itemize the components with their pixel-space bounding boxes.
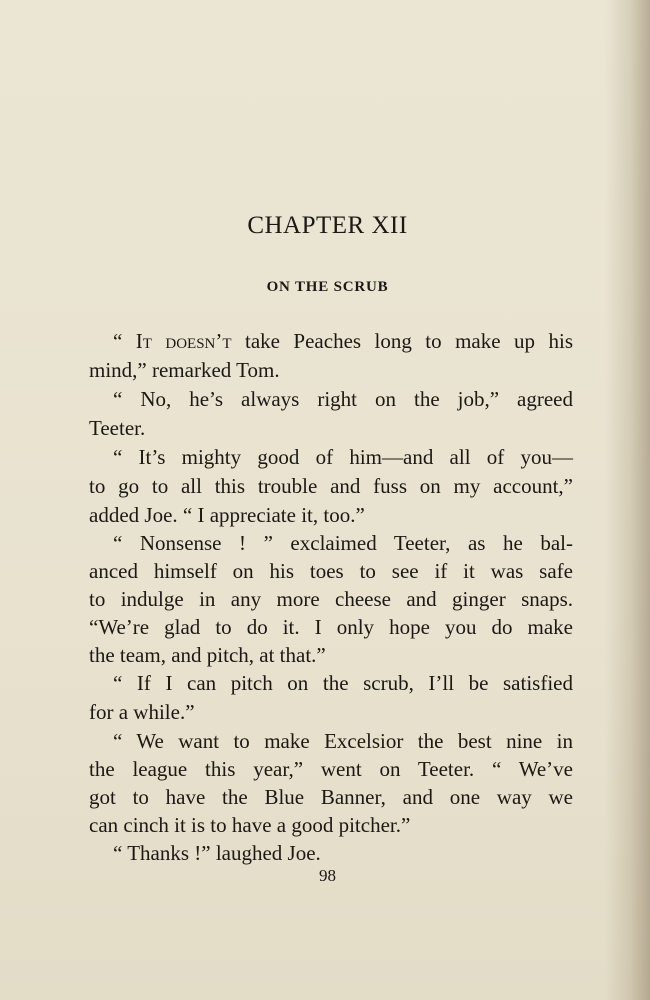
text-line: the league this year,” went on Teeter. “ We’ve: [89, 757, 573, 781]
text-line: “We’re glad to do it. I only hope you do make: [89, 615, 573, 639]
text-line: “ It’s mighty good of him—and all of you—: [113, 445, 573, 469]
section-title: ON THE SCRUB: [266, 279, 389, 295]
text-line: for a while.”: [89, 700, 195, 724]
text-line: can cinch it is to have a good pitcher.”: [89, 813, 411, 837]
text-line: “ No, he’s always right on the job,” agreed: [113, 387, 573, 411]
text-line: “ If I can pitch on the scrub, I’ll be satisfied: [113, 671, 573, 695]
text-line: [113, 327, 573, 355]
text-line: anced himself on his toes to see if it was safe: [89, 559, 573, 583]
text-line: to go to all this trouble and fuss on my account,”: [89, 474, 573, 498]
line-text: take Peaches long to make up his: [231, 329, 573, 353]
page-number: 98: [319, 866, 336, 885]
text-line: “ Nonsense ! ” exclaimed Teeter, as he bal-: [113, 531, 573, 555]
text-line: mind,” remarked Tom.: [89, 358, 280, 382]
text-line: Teeter.: [89, 416, 146, 440]
text-line: the team, and pitch, at that.”: [89, 643, 326, 667]
text-line: “ Thanks !” laughed Joe.: [113, 841, 321, 865]
text-line: to indulge in any more cheese and ginger snaps.: [89, 587, 573, 611]
text-line: got to have the Blue Banner, and one way we: [89, 785, 573, 809]
text-line: “ We want to make Excelsior the best nine in: [113, 729, 573, 753]
chapter-title: CHAPTER XII: [247, 212, 408, 239]
small-caps-lead: “ It doesn’t: [113, 329, 232, 353]
text-line: added Joe. “ I appreciate it, too.”: [89, 503, 365, 527]
